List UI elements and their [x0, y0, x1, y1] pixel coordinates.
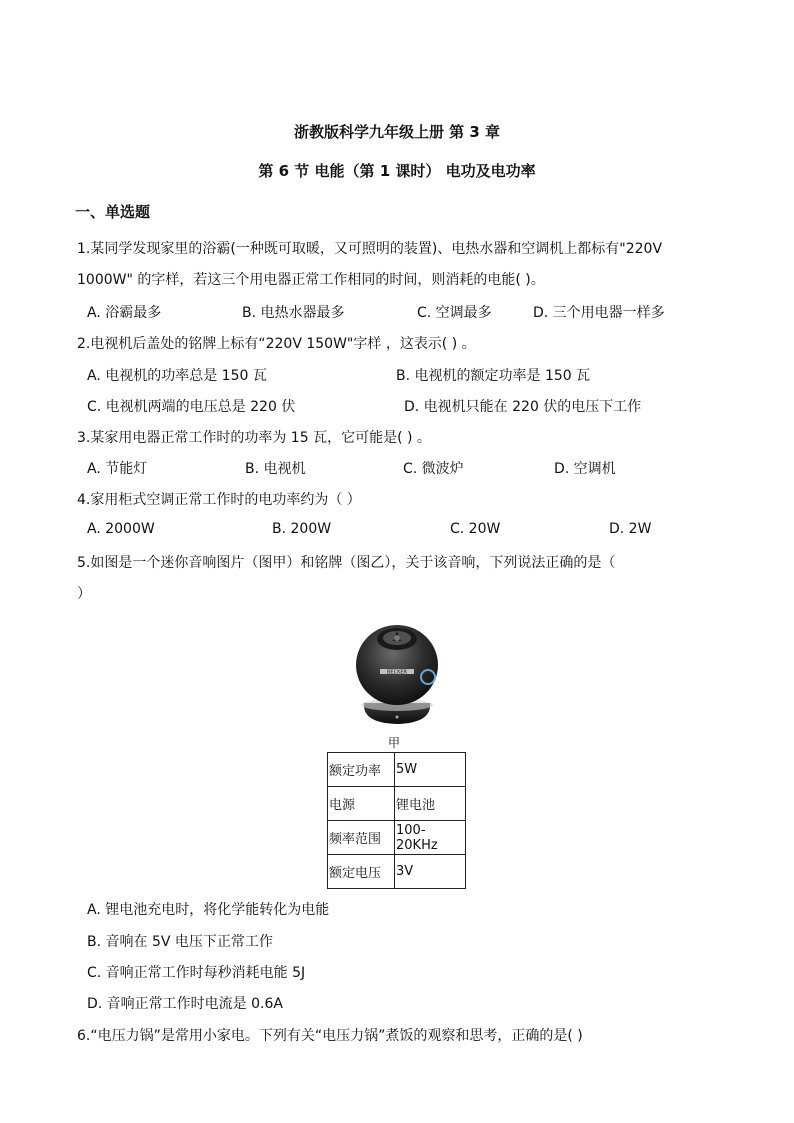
page-title: 浙教版科学九年级上册 第 3 章: [293, 123, 501, 141]
question-3-option-c: C. 微波炉: [403, 461, 464, 477]
speaker-brand-logo: BECKER: [387, 669, 407, 676]
question-5-option-b: B. 音响在 5V 电压下正常工作: [87, 934, 273, 950]
question-4-option-b: B. 200W: [272, 521, 332, 537]
question-2-option-b: B. 电视机的额定功率是 150 瓦: [396, 368, 591, 384]
speaker-image: [352, 617, 442, 729]
question-5-line-2: ）: [77, 586, 91, 602]
question-4-option-c: C. 20W: [450, 521, 501, 537]
table-cell: 额定电压: [328, 855, 395, 889]
question-5-option-a: A. 锂电池充电时，将化学能转化为电能: [87, 902, 330, 918]
question-2-option-c: C. 电视机两端的电压总是 220 伏: [87, 399, 296, 415]
question-5-line-1: 5.如图是一个迷你音响图片（图甲）和铭牌（图乙），关于该音响，下列说法正确的是（: [77, 555, 616, 571]
question-1-option-d: D. 三个用电器一样多: [533, 305, 665, 321]
table-row: [328, 753, 466, 787]
page-subtitle: 第 6 节 电能（第 1 课时） 电功及电功率: [258, 162, 536, 180]
table-cell: 3V: [395, 855, 466, 889]
table-cell: 锂电池: [395, 787, 466, 821]
table-cell: 100-20KHz: [395, 821, 466, 855]
table-row: [328, 855, 466, 889]
question-2-line-1: 2.电视机后盖处的铭牌上标有“220V 150W"字样 ，这表示( ) 。: [77, 336, 476, 352]
question-6-line-1: 6.“电压力锅”是常用小家电。下列有关“电压力锅”煮饭的观察和思考，正确的是( ): [77, 1028, 583, 1044]
question-1-line-2: 1000W" 的字样，若这三个用电器正常工作相同的时间，则消耗的电能( )。: [77, 272, 545, 288]
table-cell: 额定功率: [328, 753, 395, 787]
nameplate-table: [327, 752, 466, 889]
question-1-line-1: 1.某同学发现家里的浴霸(一种既可取暖，又可照明的装置)、电热水器和空调机上都标有"220V: [77, 241, 663, 257]
section-heading: 一、单选题: [75, 203, 151, 221]
question-3-option-b: B. 电视机: [245, 461, 306, 477]
question-5-option-c: C. 音响正常工作时每秒消耗电能 5J: [87, 965, 306, 981]
table-cell: 频率范围: [328, 821, 395, 855]
question-1-option-b: B. 电热水器最多: [242, 305, 345, 321]
table-cell: 电源: [328, 787, 395, 821]
question-4-line-1: 4.家用柜式空调正常工作时的电功率约为（ ）: [77, 492, 361, 508]
table-row: [328, 821, 466, 855]
question-1-option-a: A. 浴霸最多: [87, 305, 162, 321]
question-3-line-1: 3.某家用电器正常工作时的功率为 15 瓦，它可能是( ) 。: [77, 430, 431, 446]
table-row: [328, 787, 466, 821]
question-3-option-a: A. 节能灯: [87, 461, 148, 477]
table-cell: 5W: [395, 753, 466, 787]
question-5-option-d: D. 音响正常工作时电流是 0.6A: [87, 996, 283, 1012]
question-2-option-d: D. 电视机只能在 220 伏的电压下工作: [404, 399, 642, 415]
figure-caption: 甲: [388, 736, 401, 750]
question-2-option-a: A. 电视机的功率总是 150 瓦: [87, 368, 267, 384]
question-1-option-c: C. 空调最多: [417, 305, 492, 321]
question-3-option-d: D. 空调机: [554, 461, 616, 477]
question-4-option-a: A. 2000W: [87, 521, 155, 537]
question-4-option-d: D. 2W: [609, 521, 652, 537]
